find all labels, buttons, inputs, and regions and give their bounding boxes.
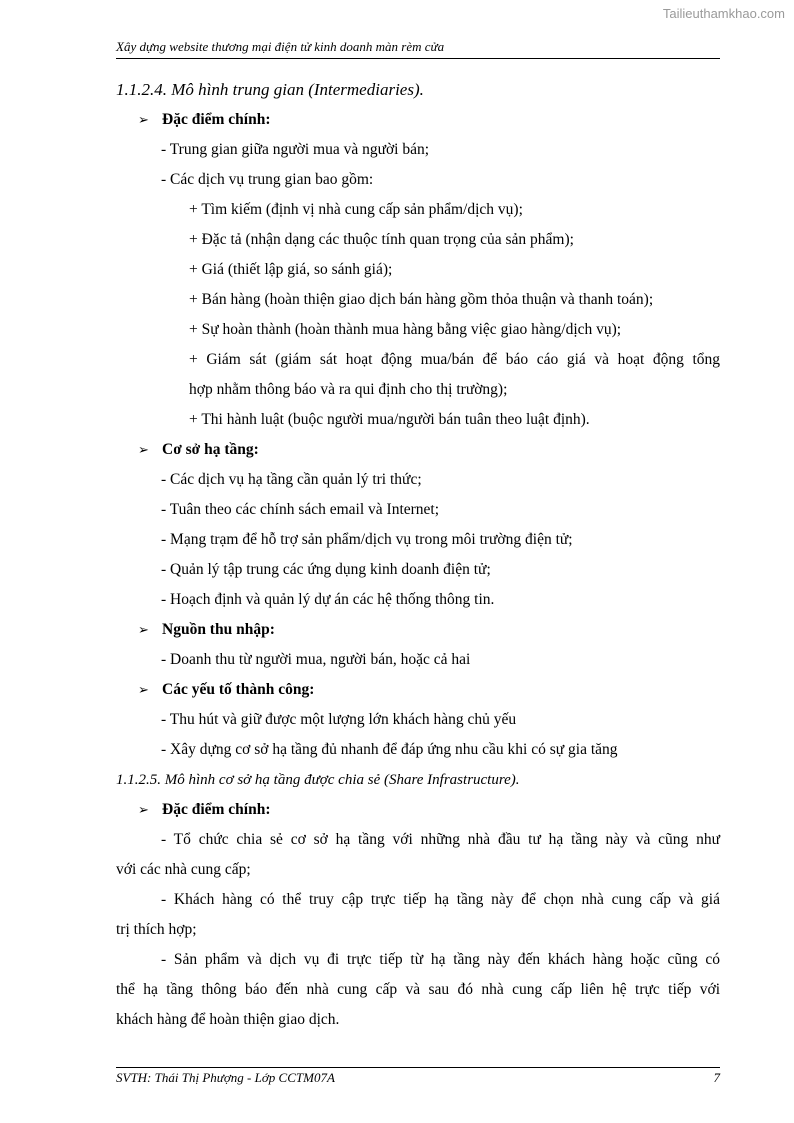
bullet-heading: ➢ Cơ sở hạ tầng: [116, 435, 720, 465]
sub-list-item: + Bán hàng (hoàn thiện giao dịch bán hàng gồm thỏa thuận và thanh toán); [189, 291, 654, 308]
arrow-bullet-icon: ➢ [138, 443, 149, 458]
list-item: - Tuân theo các chính sách email và Internet; [161, 501, 440, 518]
running-header: Xây dựng website thương mại điện tử kinh doanh màn rèm cửa [116, 39, 445, 54]
list-item: - Hoạch định và quản lý dự án các hệ thống thông tin. [161, 591, 495, 608]
watermark: Tailieuthamkhao.com [662, 6, 785, 21]
sub-list-item: + Giám sát (giám sát hoạt động mua/bán để báo cáo giá và hoạt động tổng [189, 351, 720, 368]
arrow-bullet-icon: ➢ [138, 803, 149, 818]
paragraph-line: thể hạ tầng thông báo đến nhà cung cấp và sau đó nhà cung cấp liên hệ trực tiếp với [116, 981, 720, 998]
bullet-heading: ➢ Nguồn thu nhập: [116, 615, 720, 645]
bullet-heading: ➢ Đặc điểm chính: [116, 795, 720, 825]
paragraph-line: với các nhà cung cấp; [116, 861, 251, 878]
paragraph-line: - Tổ chức chia sẻ cơ sở hạ tầng với những nhà đầu tư hạ tầng này và cũng như [161, 831, 720, 848]
list-item: - Trung gian giữa người mua và người bán; [161, 141, 430, 158]
bullet-heading: ➢ Đặc điểm chính: [116, 105, 720, 135]
arrow-bullet-icon: ➢ [138, 683, 149, 698]
sub-list-item: + Tìm kiếm (định vị nhà cung cấp sản phẩm/dịch vụ); [189, 201, 523, 218]
paragraph-line: trị thích hợp; [116, 921, 197, 938]
arrow-bullet-icon: ➢ [138, 113, 149, 128]
list-item: - Các dịch vụ trung gian bao gồm: [161, 171, 374, 188]
section-title-1-1-2-4: 1.1.2.4. Mô hình trung gian (Intermediaries). [116, 80, 424, 99]
bullet-heading: ➢ Các yếu tố thành công: [116, 675, 720, 705]
section-title-1-1-2-5: 1.1.2.5. Mô hình cơ sở hạ tầng được chia sẻ (Share Infrastructure). [116, 772, 520, 788]
sub-list-item: + Giá (thiết lập giá, so sánh giá); [189, 261, 393, 278]
paragraph-line: khách hàng để hoàn thiện giao dịch. [116, 1011, 340, 1028]
list-item: - Quản lý tập trung các ứng dụng kinh doanh điện tử; [161, 561, 491, 578]
sub-list-item: + Thi hành luật (buộc người mua/người bán tuân theo luật định). [189, 411, 590, 428]
list-item: - Doanh thu từ người mua, người bán, hoặc cả hai [161, 651, 471, 668]
list-item: - Xây dựng cơ sở hạ tầng đủ nhanh để đáp ứng nhu cầu khi có sự gia tăng [161, 741, 618, 758]
header-rule [116, 58, 720, 59]
page-number: 7 [713, 1070, 720, 1085]
sub-list-item-continued: hợp nhằm thông báo và ra qui định cho thị trường); [189, 381, 508, 398]
list-item: - Thu hút và giữ được một lượng lớn khách hàng chủ yếu [161, 711, 517, 728]
list-item: - Các dịch vụ hạ tầng cần quản lý tri thức; [161, 471, 422, 488]
footer-author: SVTH: Thái Thị Phượng - Lớp CCTM07A [116, 1070, 335, 1085]
footer-rule [116, 1067, 720, 1068]
paragraph-line: - Khách hàng có thể truy cập trực tiếp hạ tầng này để chọn nhà cung cấp và giá [161, 891, 720, 908]
sub-list-item: + Đặc tả (nhận dạng các thuộc tính quan trọng của sản phẩm); [189, 231, 574, 248]
sub-list-item: + Sự hoàn thành (hoàn thành mua hàng bằng việc giao hàng/dịch vụ); [189, 321, 622, 338]
paragraph-line: - Sản phẩm và dịch vụ đi trực tiếp từ hạ tầng này đến khách hàng hoặc cũng có [161, 951, 720, 968]
list-item: - Mạng trạm để hỗ trợ sản phẩm/dịch vụ trong môi trường điện tử; [161, 531, 573, 548]
page-body [116, 75, 720, 1035]
arrow-bullet-icon: ➢ [138, 623, 149, 638]
